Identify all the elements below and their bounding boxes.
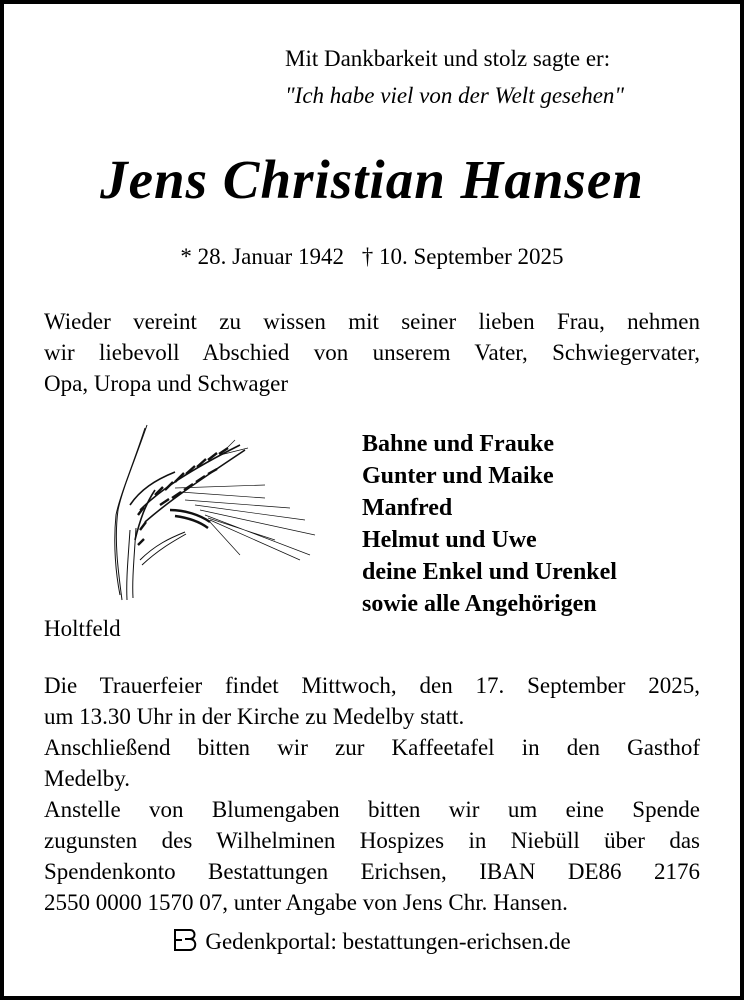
motto-quote: "Ich habe viel von der Welt gesehen": [285, 83, 625, 108]
family-member: Manfred: [362, 495, 453, 521]
text-line: wir liebevoll Abschied von unserem Vater, Schwiegervater,: [44, 340, 700, 365]
family-list: [362, 428, 617, 620]
life-dates: [0, 244, 744, 270]
text-line: Opa, Uropa und Schwager: [44, 371, 288, 396]
family-member: deine Enkel und Urenkel: [362, 559, 617, 585]
ceremony-details: [44, 670, 700, 918]
erichsen-logo-icon: [173, 928, 199, 952]
motto-line: Mit Dankbarkeit und stolz sagte er:: [285, 46, 611, 71]
family-member: Bahne und Frauke: [362, 431, 555, 457]
family-member: Gunter und Maike: [362, 463, 554, 489]
text-line: Die Trauerfeier findet Mittwoch, den 17. September 2025,: [44, 673, 700, 698]
text-line: Spendenkonto Bestattungen Erichsen, IBAN DE86 2176: [44, 859, 700, 884]
text-line: 2550 0000 1570 07, unter Angabe von Jens Chr. Hansen.: [44, 890, 568, 915]
wheat-illustration: [100, 410, 330, 610]
death-date: † 10. September 2025: [361, 244, 564, 269]
text-line: zugunsten des Wilhelminen Hospizes in Niebüll über das: [44, 828, 700, 853]
deceased-name: Jens Christian Hansen: [100, 149, 644, 210]
family-member: sowie alle Angehörigen: [362, 591, 597, 617]
text-line: Wieder vereint zu wissen mit seiner lieben Frau, nehmen: [44, 309, 700, 334]
text-line: Anstelle von Blumengaben bitten wir um eine Spende: [44, 797, 700, 822]
text-line: Anschließend bitten wir zur Kaffeetafel in den Gasthof: [44, 735, 700, 760]
birth-date: * 28. Januar 1942: [180, 244, 344, 269]
footer: [0, 928, 744, 955]
place: Holtfeld: [44, 616, 121, 641]
family-member: Helmut und Uwe: [362, 527, 537, 553]
text-line: Medelby.: [44, 766, 131, 791]
portal-link[interactable]: Gedenkportal: bestattungen-erichsen.de: [205, 929, 571, 954]
text-line: um 13.30 Uhr in der Kirche zu Medelby statt.: [44, 704, 465, 729]
intro-paragraph: [44, 306, 700, 399]
